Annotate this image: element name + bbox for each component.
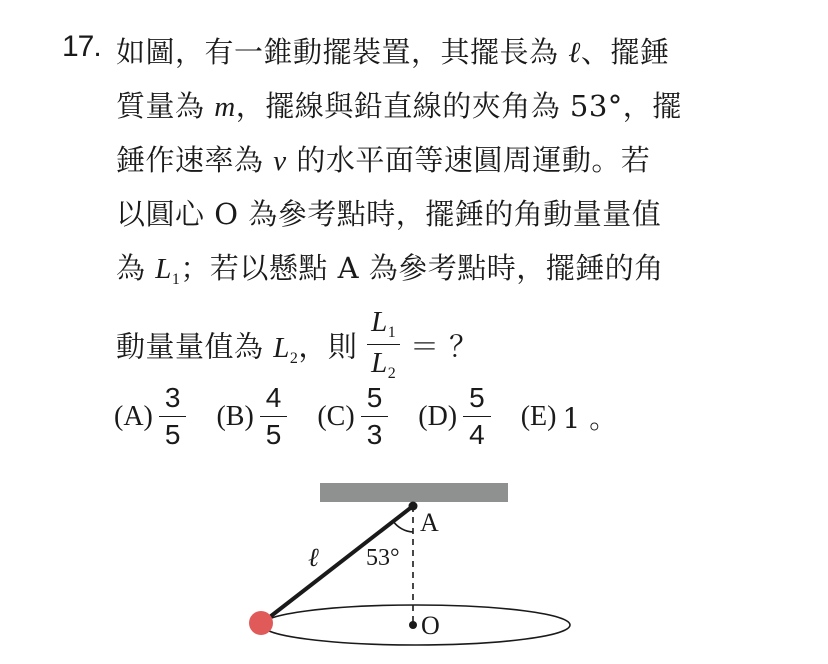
l1-symbol: $L_1$ (155, 253, 181, 288)
text-segment: 如圖，有一錐動擺裝置，其擺長為 (116, 35, 559, 69)
text-segment: ；若以懸點 A 為參考點時，擺錘的角 (180, 251, 664, 285)
pendulum-bob (249, 611, 273, 635)
angle-arc (393, 521, 413, 532)
option-c[interactable]: (C) $\frac{5}{3}$ (317, 382, 388, 451)
ratio-fraction: $\frac{L_1}{L_2}$ (367, 306, 400, 383)
text-segment: ，則 (298, 329, 358, 364)
text-segment: 為 (116, 251, 146, 285)
option-d[interactable]: (D) $\frac{5}{4}$ (418, 382, 490, 451)
text-segment: 錘作速率為 (116, 143, 264, 177)
ceiling-support (320, 483, 508, 502)
text-segment: 、擺錘 (580, 35, 670, 69)
option-e[interactable]: (E) 1 。 (520, 400, 618, 435)
length-label: ℓ (308, 543, 319, 572)
pivot-label: A (420, 508, 439, 537)
length-symbol: ℓ (568, 37, 581, 69)
speed-symbol: v (273, 145, 287, 177)
text-segment: 質量為 (116, 89, 205, 123)
mass-symbol: m (214, 91, 236, 123)
center-point (409, 621, 417, 629)
text-segment: 以圓心 O 為參考點時，擺錘的角動量量值 (116, 197, 662, 231)
option-a[interactable]: (A) $\frac{3}{5}$ (114, 382, 186, 451)
pivot-point (409, 502, 418, 511)
text-segment: ＝ ？ (409, 329, 479, 364)
l2-symbol: $L_2$ (273, 331, 299, 367)
text-segment: 的水平面等速圓周運動。若 (296, 143, 651, 177)
angle-label: 53° (366, 545, 400, 571)
text-segment: 動量量值為 (116, 329, 264, 364)
question-number: 17. (62, 30, 101, 63)
center-label: O (421, 611, 440, 640)
option-b[interactable]: (B) $\frac{4}{5}$ (216, 382, 287, 451)
text-segment: ，擺線與鉛直線的夾角為 53°，擺 (235, 89, 682, 123)
